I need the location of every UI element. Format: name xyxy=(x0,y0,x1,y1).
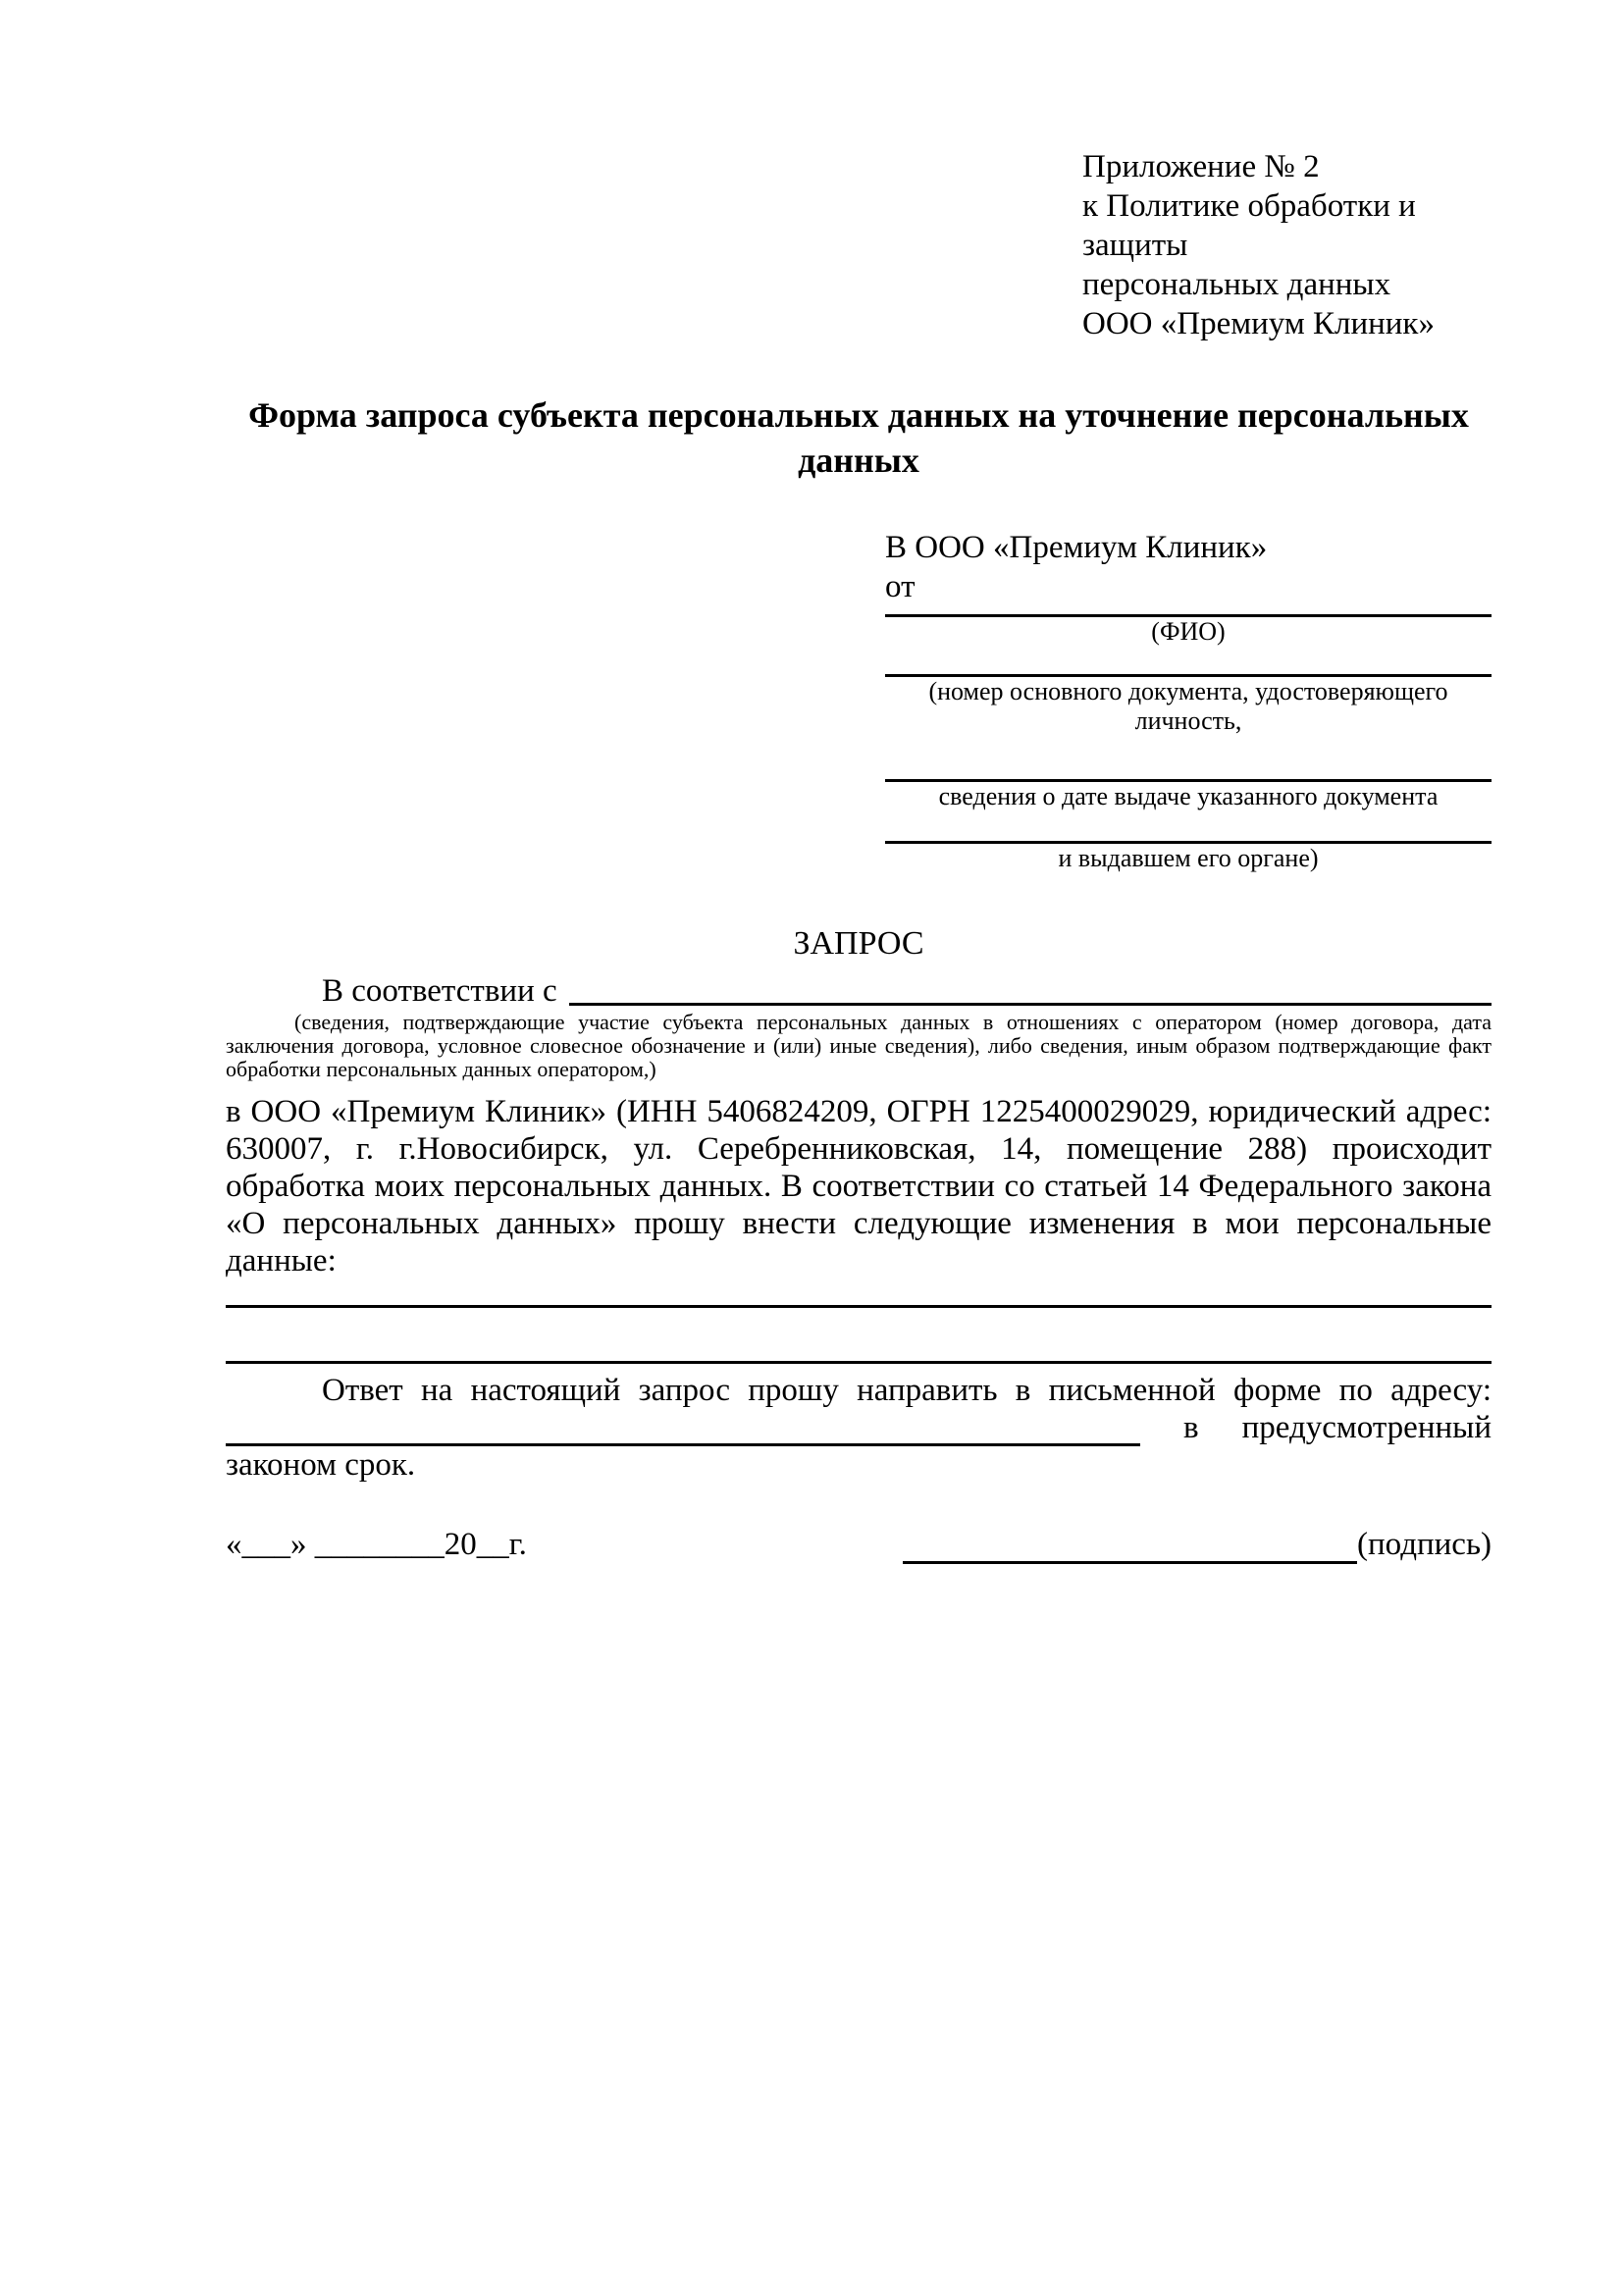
date-blank: «___» ________20__г. xyxy=(226,1527,527,1562)
spacer xyxy=(885,736,1492,779)
signature-caption: (подпись) xyxy=(1357,1527,1492,1562)
signature-group xyxy=(903,1525,1492,1564)
issue-date-caption: сведения о дате выдаче указанного документа xyxy=(938,782,1439,810)
document-content xyxy=(226,147,1492,1564)
address-blank-line xyxy=(226,1411,1140,1446)
basis-blank-line xyxy=(569,971,1492,1006)
date-signature-row xyxy=(226,1525,1492,1564)
issuing-authority-caption: и выдавшем его органе) xyxy=(1058,844,1319,872)
spacer xyxy=(885,811,1492,841)
addressee-to: В ООО «Премиум Клиник» xyxy=(885,530,1268,565)
answer-request-line: Ответ на настоящий запрос прошу направить в письменной форме по адресу: xyxy=(322,1373,1492,1408)
basis-caption: (сведения, подтверждающие участие субъекта персональных данных в отношениях с оператором (номер договора, дата заключения договора, условное словесное обозначение и (или) иные сведения), либо сведения, иным образом подтверждающие факт обработки персональных данных оператором,) xyxy=(226,1010,1492,1081)
request-heading: ЗАПРОС xyxy=(793,925,924,962)
answer-paragraph xyxy=(226,1372,1492,1484)
addressee-from-label: от xyxy=(885,569,916,604)
answer-word: в xyxy=(1183,1410,1199,1445)
request-body: в ООО «Премиум Клиник» (ИНН 5406824209, ОГРН 1225400029029, юридический адрес: 630007, г. г.Новосибирск, ул. Серебренниковская, 14, помещение 288) происходит обработка моих персональных данных. В соответствии со статьей 14 Федерального закона «О персональных данных» прошу внести следующие изменения в мои персональные данные: xyxy=(226,1094,1492,1278)
answer-tail: законом срок. xyxy=(226,1447,416,1483)
spacer xyxy=(885,606,1492,614)
appendix-note xyxy=(1082,147,1492,343)
basis-line xyxy=(226,971,1492,1011)
changes-blank-line xyxy=(226,1279,1492,1308)
signature-blank-line xyxy=(903,1529,1357,1564)
appendix-note-line: ООО «Премиум Клиник» xyxy=(1082,306,1435,341)
answer-address-line xyxy=(226,1409,1492,1446)
fio-caption: (ФИО) xyxy=(1151,617,1226,646)
basis-prefix: В соответствии с xyxy=(322,973,557,1009)
document-title: Форма запроса субъекта персональных данных на уточнение персональных данных xyxy=(248,395,1469,480)
appendix-note-line: к Политике обработки и защиты xyxy=(1082,188,1416,263)
appendix-note-line: Приложение № 2 xyxy=(1082,149,1320,184)
appendix-note-line: персональных данных xyxy=(1082,267,1391,302)
addressee-block xyxy=(885,528,1492,873)
answer-word: предусмотренный xyxy=(1241,1410,1492,1445)
document-number-caption: (номер основного документа, удостоверяющего личность, xyxy=(928,677,1448,735)
spacer xyxy=(885,647,1492,674)
changes-blank-line xyxy=(226,1308,1492,1364)
